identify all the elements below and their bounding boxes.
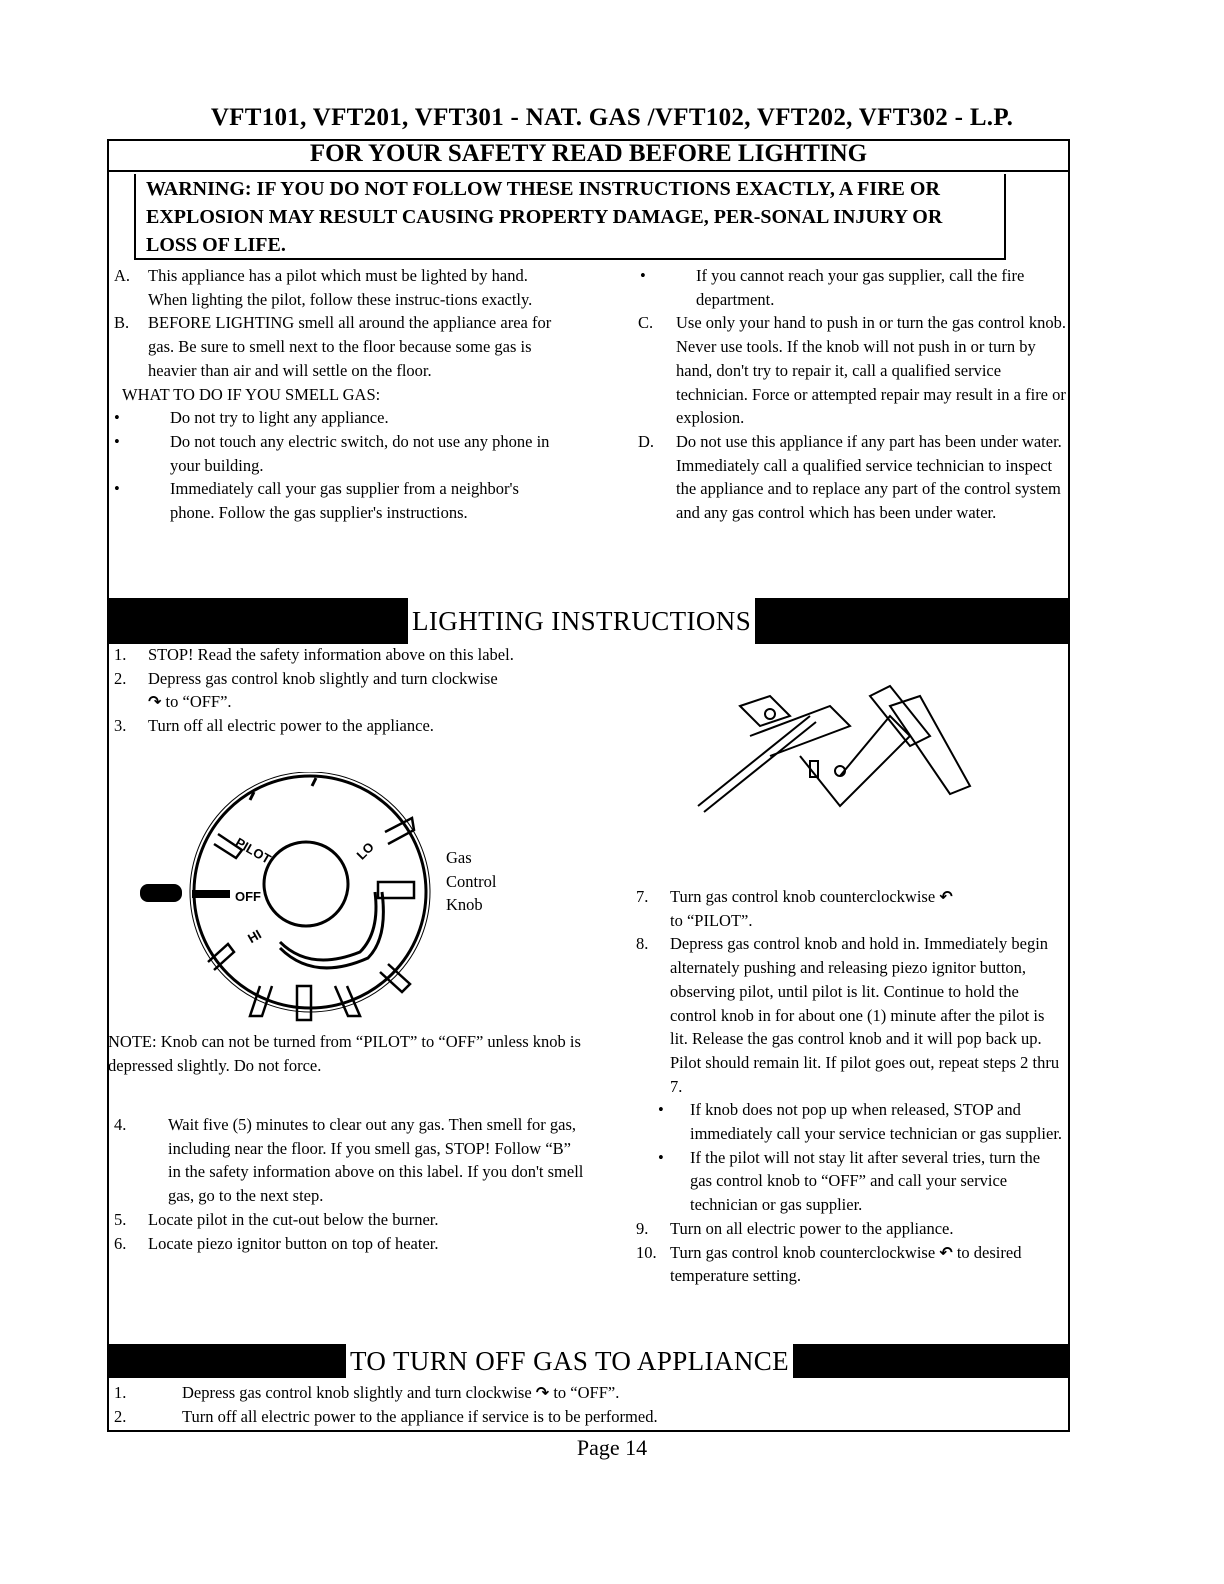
item-label: C. <box>638 313 654 333</box>
step-number: 7. <box>636 887 649 906</box>
step-number: 9. <box>636 1218 649 1238</box>
item-text: Do not touch any electric switch, do not use any phone in your building. <box>170 431 550 475</box>
step-text: Turn off all electric power to the appliance. <box>148 716 434 736</box>
turn-off-step-1 <box>114 1381 1064 1405</box>
step-number: 1. <box>114 1383 127 1402</box>
bullet-icon: • <box>114 479 120 499</box>
step-10 <box>636 1241 1064 1288</box>
model-title: VFT101, VFT201, VFT301 - NAT. GAS /VFT102, VFT202, VFT302 - L.P. <box>210 104 1014 131</box>
step-2 <box>114 667 584 714</box>
step-number: 8. <box>636 934 649 954</box>
list-item <box>114 406 564 430</box>
step-text: Locate pilot in the cut-out below the burner. <box>148 1209 439 1229</box>
item-text: Use only your hand to push in or turn the gas control knob. Never use tools. If the knob will not push in or turn by hand, don't try to repair it, call a qualified service technician. Force or attempted repair may result in a fire or explosion. <box>676 313 1066 428</box>
step-text: Turn gas control knob counterclockwise <box>670 1242 936 1262</box>
clockwise-arrow-icon: ↷ <box>148 692 162 712</box>
step-text: Turn gas control knob counterclockwise <box>670 887 936 906</box>
step-text: to “PILOT”. <box>670 910 753 930</box>
step-text: Depress gas control knob slightly and turn clockwise <box>148 668 498 688</box>
list-item <box>638 264 1068 311</box>
step-text: Depress gas control knob and hold in. Immediately begin alternately pushing and releasing piezo ignitor button, observing pilot, until pilot is lit. Continue to hold the control knob in for about one (1) minute after the pilot is lit. Release the gas control knob and it will pop back up. Pilot should remain lit. If pilot goes out, repeat steps 2 thru 7. <box>670 934 1060 1096</box>
step-9 <box>636 1217 1064 1241</box>
note: NOTE: Knob can not be turned from “PILOT” to “OFF” unless knob is depressed slightly. Do not force. <box>108 1032 581 1075</box>
step-number: 10. <box>636 1242 657 1262</box>
step-text: to “OFF”. <box>165 692 232 712</box>
page-number: Page 14 <box>576 1435 648 1460</box>
gas-control-knob-diagram <box>130 772 450 1032</box>
lighting-bar <box>109 598 1068 644</box>
step-3 <box>114 714 584 738</box>
item-text: If knob does not pop up when released, STOP and immediately call your service technician or gas supplier. <box>690 1100 1063 1144</box>
counterclockwise-arrow-icon: ↶ <box>939 1242 953 1262</box>
step-number: 5. <box>114 1209 127 1229</box>
item-label: B. <box>114 313 130 333</box>
step-number: 2. <box>114 668 127 688</box>
step-number: 1. <box>114 645 127 664</box>
turn-off-step-2 <box>114 1405 1064 1429</box>
step-text: to “OFF”. <box>553 1383 620 1402</box>
item-text: If you cannot reach your gas supplier, call the fire department. <box>696 266 1025 309</box>
clockwise-arrow-icon: ↷ <box>535 1383 550 1402</box>
warning-text: WARNING: IF YOU DO NOT FOLLOW THESE INSTRUCTIONS EXACTLY, A FIRE OR EXPLOSION MAY RESULT CAUSING PROPERTY DAMAGE, PER-SONAL INJURY OR LOSS OF LIFE. <box>146 178 943 256</box>
step-number: 3. <box>114 716 127 736</box>
safety-left-column <box>114 264 564 525</box>
lighting-title: LIGHTING INSTRUCTIONS <box>408 598 755 644</box>
item-text: Do not try to light any appliance. <box>170 408 389 428</box>
bullet-icon: • <box>640 266 646 285</box>
step-text: Turn on all electric power to the appliance. <box>670 1218 954 1238</box>
lighting-steps-left <box>114 1113 584 1255</box>
item-text: Do not use this appliance if any part has been under water. Immediately call a qualified service technician to inspect the appliance and to replace any part of the control system and any gas control which has been under water. <box>676 431 1062 523</box>
step-4 <box>114 1113 584 1208</box>
item-text: BEFORE LIGHTING smell all around the appliance area for gas. Be sure to smell next to the floor because some gas is heavier than air and will settle on the floor. <box>148 313 552 380</box>
knob-label-hi: HI <box>245 926 264 947</box>
knob-label-off: OFF <box>235 889 261 904</box>
pilot-assembly-illustration <box>690 676 990 826</box>
step-8 <box>636 932 1064 1098</box>
bullet-icon: • <box>658 1147 664 1167</box>
step-text: Wait five (5) minutes to clear out any gas. Then smell for gas, including near the floor. If you smell gas, STOP! Follow “B” in the safety information above on this label. If you don't smell gas, go to the next step. <box>168 1115 584 1206</box>
knob-caption: Gas Control Knob <box>446 848 497 915</box>
item-text: If the pilot will not stay lit after several tries, turn the gas control knob to “OFF” and call your service technician or gas supplier. <box>690 1147 1041 1215</box>
item-label: A. <box>114 266 131 285</box>
turn-off-steps <box>114 1381 1064 1428</box>
list-item <box>636 1098 1064 1145</box>
turn-off-bar <box>109 1344 1068 1378</box>
bullet-icon: • <box>114 431 120 451</box>
step-text: Turn off all electric power to the appliance if service is to be performed. <box>182 1406 658 1426</box>
item-text: Immediately call your gas supplier from a neighbor's phone. Follow the gas supplier's instructions. <box>170 479 519 523</box>
step-text: Depress gas control knob slightly and turn clockwise <box>182 1383 532 1402</box>
step-number: 4. <box>114 1115 127 1134</box>
divider <box>107 170 1070 172</box>
step-5 <box>114 1208 584 1232</box>
item-label: D. <box>638 431 655 451</box>
bullet-icon: • <box>658 1100 664 1120</box>
step-text: STOP! Read the safety information above on this label. <box>148 645 514 664</box>
turn-off-title: TO TURN OFF GAS TO APPLIANCE <box>346 1344 793 1378</box>
lighting-steps-right <box>636 885 1064 1288</box>
step-number: 2. <box>114 1406 127 1426</box>
lighting-steps-top <box>114 643 584 738</box>
step-text: Locate piezo ignitor button on top of heater. <box>148 1233 439 1253</box>
safety-item-a <box>114 264 564 311</box>
step-text: to desired temperature setting. <box>670 1242 1022 1286</box>
step-6 <box>114 1232 584 1256</box>
step-1 <box>114 643 584 667</box>
safety-item-d <box>638 430 1068 525</box>
safety-item-c <box>638 311 1068 430</box>
knob-label-lo: LO <box>353 839 377 863</box>
counterclockwise-arrow-icon: ↶ <box>939 887 953 906</box>
list-item <box>636 1146 1064 1217</box>
safety-right-column <box>638 264 1068 525</box>
safety-heading: FOR YOUR SAFETY READ BEFORE LIGHTING <box>309 140 868 167</box>
step-7 <box>636 885 1064 932</box>
item-text: This appliance has a pilot which must be lighted by hand. When lighting the pilot, follow these instruc-tions exactly. <box>148 266 533 309</box>
safety-item-b <box>114 311 564 382</box>
step-number: 6. <box>114 1233 127 1253</box>
knob-label-pilot: PILOT <box>232 834 274 867</box>
list-item <box>114 430 564 477</box>
smell-gas-heading: WHAT TO DO IF YOU SMELL GAS: <box>122 384 381 404</box>
bullet-icon: • <box>114 408 120 428</box>
list-item <box>114 477 564 524</box>
